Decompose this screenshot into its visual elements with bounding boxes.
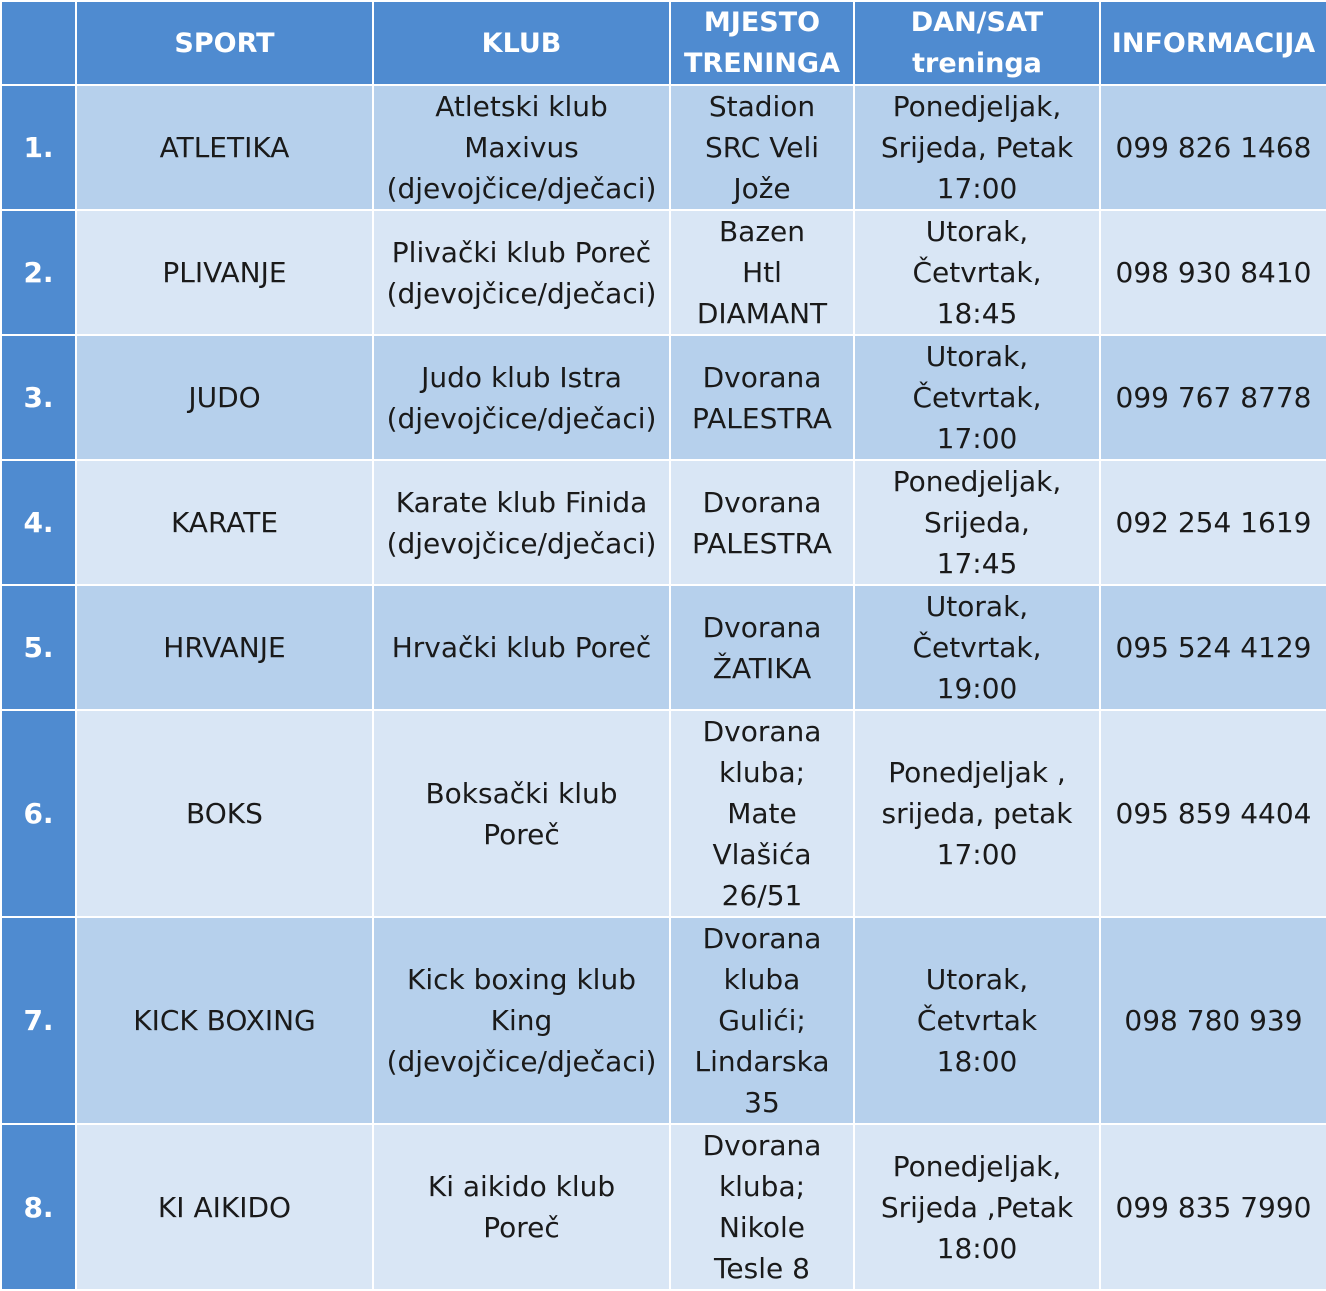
location-cell: Stadion SRC Veli Jože <box>670 85 854 210</box>
contact-cell: 098 930 8410 <box>1100 210 1326 335</box>
contact-cell: 095 524 4129 <box>1100 585 1326 710</box>
location-cell: Dvorana kluba; Nikole Tesle 8 <box>670 1124 854 1290</box>
table-row <box>1 585 1326 710</box>
table-row <box>1 460 1326 585</box>
table-row <box>1 85 1326 210</box>
header-row <box>1 1 1326 85</box>
sport-cell: BOKS <box>76 710 373 917</box>
schedule-cell: Utorak, Četvrtak 18:00 <box>854 917 1100 1124</box>
club-cell: Hrvački klub Poreč <box>373 585 670 710</box>
location-cell: Dvorana kluba; Mate Vlašića 26/51 <box>670 710 854 917</box>
header-klub: KLUB <box>373 1 670 85</box>
sport-cell: KARATE <box>76 460 373 585</box>
club-cell: Judo klub Istra (djevojčice/dječaci) <box>373 335 670 460</box>
table-row <box>1 335 1326 460</box>
schedule-cell: Utorak, Četvrtak, 19:00 <box>854 585 1100 710</box>
table-row <box>1 210 1326 335</box>
row-number: 1. <box>1 85 76 210</box>
table-row <box>1 917 1326 1124</box>
location-cell: Dvorana PALESTRA <box>670 335 854 460</box>
header-dan: DAN/SAT treninga <box>854 1 1100 85</box>
row-number: 6. <box>1 710 76 917</box>
header-mjesto: MJESTO TRENINGA <box>670 1 854 85</box>
club-cell: Atletski klub Maxivus (djevojčice/dječaci) <box>373 85 670 210</box>
location-cell: Dvorana ŽATIKA <box>670 585 854 710</box>
sport-cell: JUDO <box>76 335 373 460</box>
sport-cell: HRVANJE <box>76 585 373 710</box>
location-cell: Dvorana kluba Gulići; Lindarska 35 <box>670 917 854 1124</box>
contact-cell: 099 767 8778 <box>1100 335 1326 460</box>
contact-cell: 098 780 939 <box>1100 917 1326 1124</box>
row-number: 7. <box>1 917 76 1124</box>
sport-cell: KICK BOXING <box>76 917 373 1124</box>
schedule-cell: Ponedjeljak , srijeda, petak 17:00 <box>854 710 1100 917</box>
schedule-cell: Utorak, Četvrtak, 18:45 <box>854 210 1100 335</box>
row-number: 8. <box>1 1124 76 1290</box>
sport-cell: PLIVANJE <box>76 210 373 335</box>
sport-cell: ATLETIKA <box>76 85 373 210</box>
table-row <box>1 1124 1326 1290</box>
schedule-cell: Ponedjeljak, Srijeda, Petak 17:00 <box>854 85 1100 210</box>
club-cell: Plivački klub Poreč (djevojčice/dječaci) <box>373 210 670 335</box>
header-info: INFORMACIJA <box>1100 1 1326 85</box>
header-sport: SPORT <box>76 1 373 85</box>
schedule-cell: Utorak, Četvrtak, 17:00 <box>854 335 1100 460</box>
schedule-cell: Ponedjeljak, Srijeda, 17:45 <box>854 460 1100 585</box>
row-number: 3. <box>1 335 76 460</box>
club-cell: Kick boxing klub King (djevojčice/dječaci) <box>373 917 670 1124</box>
table-row <box>1 710 1326 917</box>
row-number: 2. <box>1 210 76 335</box>
row-number: 4. <box>1 460 76 585</box>
club-cell: Ki aikido klub Poreč <box>373 1124 670 1290</box>
club-cell: Boksački klub Poreč <box>373 710 670 917</box>
schedule-cell: Ponedjeljak, Srijeda ,Petak 18:00 <box>854 1124 1100 1290</box>
location-cell: Dvorana PALESTRA <box>670 460 854 585</box>
header-num <box>1 1 76 85</box>
row-number: 5. <box>1 585 76 710</box>
sport-cell: KI AIKIDO <box>76 1124 373 1290</box>
contact-cell: 099 835 7990 <box>1100 1124 1326 1290</box>
contact-cell: 095 859 4404 <box>1100 710 1326 917</box>
contact-cell: 099 826 1468 <box>1100 85 1326 210</box>
contact-cell: 092 254 1619 <box>1100 460 1326 585</box>
location-cell: Bazen Htl DIAMANT <box>670 210 854 335</box>
club-cell: Karate klub Finida (djevojčice/dječaci) <box>373 460 670 585</box>
